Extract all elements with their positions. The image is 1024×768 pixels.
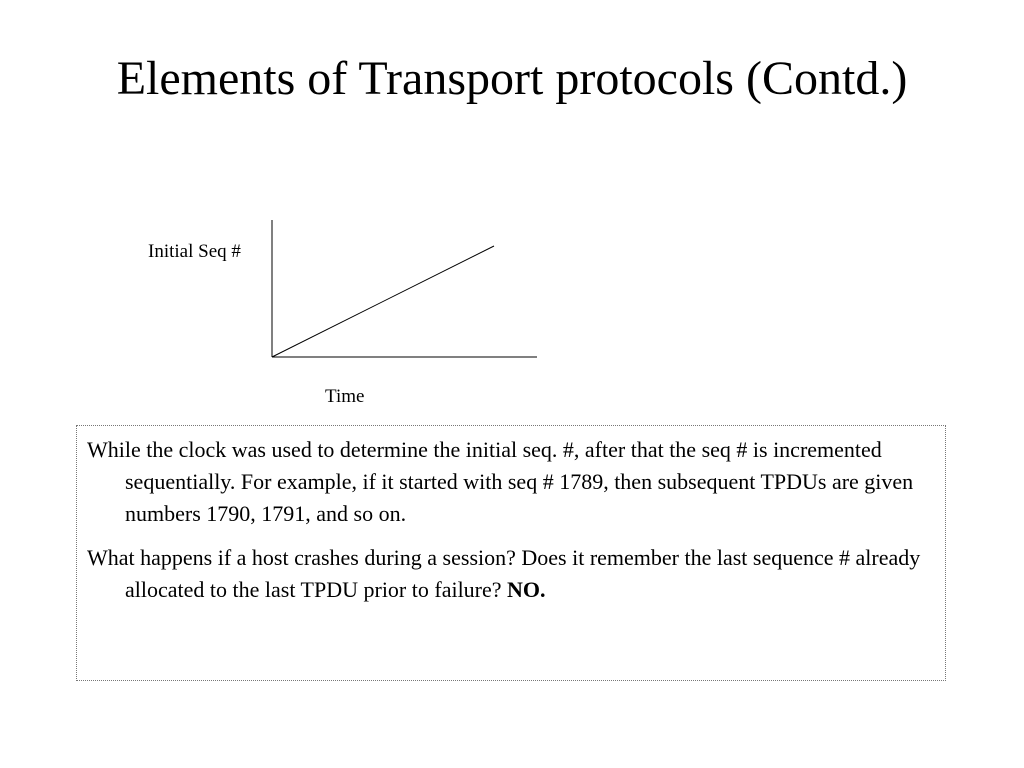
x-axis-label: Time xyxy=(325,386,365,407)
question-paragraph xyxy=(87,542,921,606)
y-axis-label: Initial Seq # xyxy=(148,241,241,262)
explanation-paragraph: While the clock was used to determine the initial seq. #, after that the seq # is incremented sequentially. For example, if it started with seq # 1789, then subsequent TPDUs are given numbers 1790, 1791, and so on. xyxy=(87,437,914,526)
explanation-box xyxy=(76,425,946,681)
sequence-growth-line xyxy=(272,246,494,357)
slide-title: Elements of Transport protocols (Contd.) xyxy=(116,52,908,105)
answer-text: NO. xyxy=(507,577,546,602)
question-text: What happens if a host crashes during a session? Does it remember the last sequence # already allocated to the last TPDU prior to failure? xyxy=(87,545,921,602)
